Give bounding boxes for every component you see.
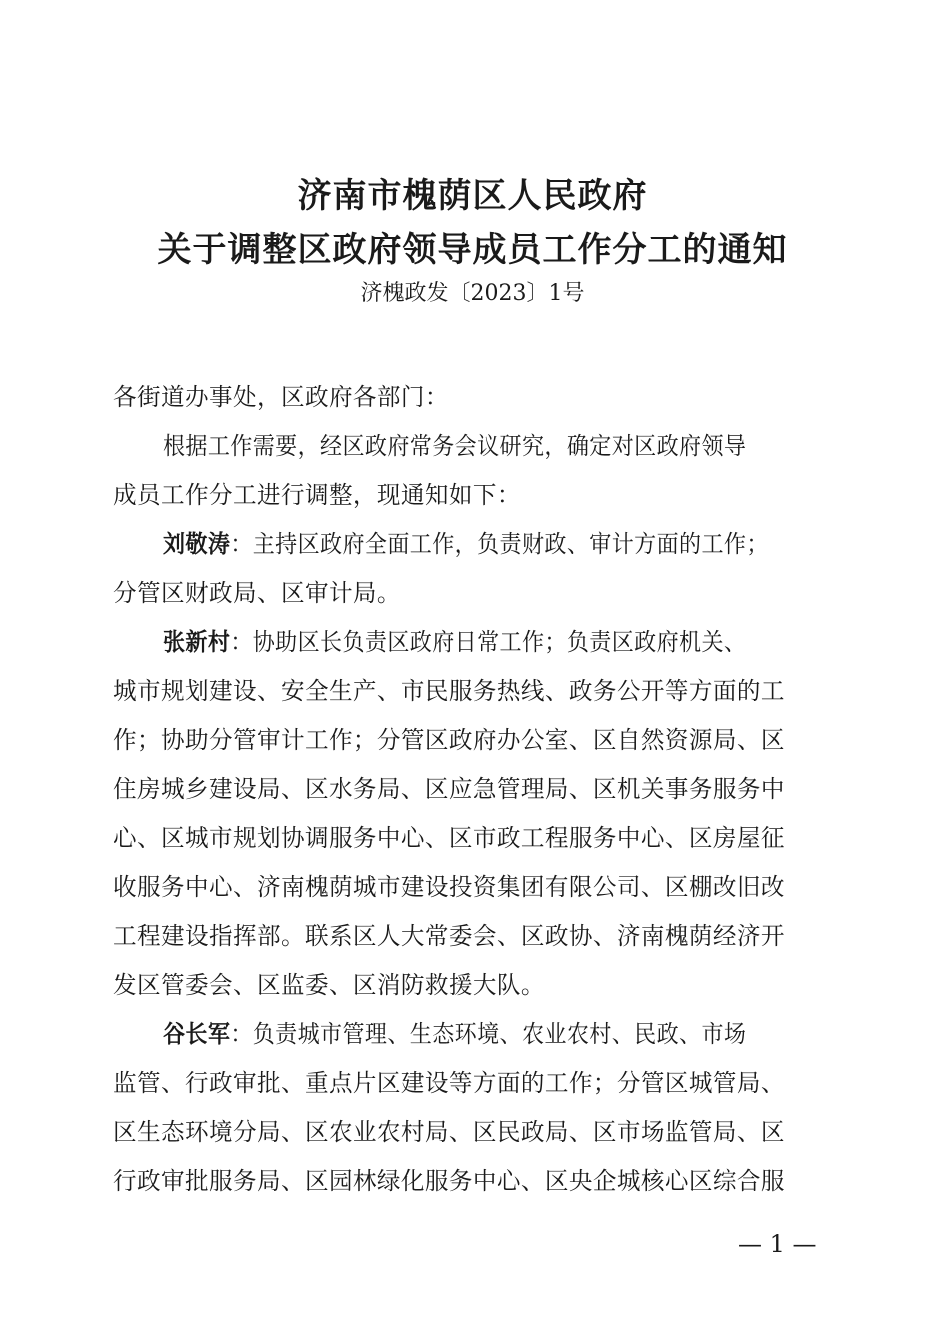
leader-paragraph-line: 工程建设指挥部。联系区人大常委会、区政协、济南槐荫经济开 bbox=[113, 922, 785, 950]
leader-name: 张新村 bbox=[163, 628, 231, 656]
leader-paragraph-line: 住房城乡建设局、区水务局、区应急管理局、区机关事务服务中 bbox=[113, 775, 785, 803]
leader-duties-text: ：协助区长负责区政府日常工作；负责区政府机关、 bbox=[230, 628, 747, 656]
leader-paragraph-line: 心、区城市规划协调服务中心、区市政工程服务中心、区房屋征 bbox=[113, 824, 785, 852]
leader-duties-text: ：负责城市管理、生态环境、农业农村、民政、市场 bbox=[230, 1020, 747, 1048]
leader-paragraph-line: 发区管委会、区监委、区消防救援大队。 bbox=[113, 971, 545, 999]
leader-paragraph-line bbox=[163, 1015, 840, 1049]
page-number: — 1 — bbox=[738, 1230, 817, 1258]
leader-paragraph-line: 监管、行政审批、重点片区建设等方面的工作；分管区城管局、 bbox=[113, 1069, 785, 1097]
document-title-line-2: 关于调整区政府领导成员工作分工的通知 bbox=[157, 230, 788, 270]
leader-duties-text: ：主持区政府全面工作，负责财政、审计方面的工作； bbox=[230, 530, 769, 558]
leader-name: 谷长军 bbox=[163, 1020, 231, 1048]
leader-paragraph-line bbox=[163, 623, 840, 657]
intro-paragraph-line-2: 成员工作分工进行调整，现通知如下： bbox=[113, 481, 521, 509]
intro-paragraph-line-1: 根据工作需要，经区政府常务会议研究，确定对区政府领导 bbox=[163, 432, 747, 460]
leader-paragraph-line: 作；协助分管审计工作；分管区政府办公室、区自然资源局、区 bbox=[113, 726, 785, 754]
leader-name: 刘敬涛 bbox=[163, 530, 231, 558]
leader-paragraph-line: 区生态环境分局、区农业农村局、区民政局、区市场监管局、区 bbox=[113, 1118, 785, 1146]
leader-paragraph-line: 城市规划建设、安全生产、市民服务热线、政务公开等方面的工 bbox=[113, 677, 785, 705]
leader-paragraph-line: 分管区财政局、区审计局。 bbox=[113, 579, 401, 607]
salutation: 各街道办事处，区政府各部门： bbox=[113, 383, 449, 411]
document-number: 济槐政发〔2023〕1号 bbox=[360, 281, 585, 306]
leader-paragraph-line: 行政审批服务局、区园林绿化服务中心、区央企城核心区综合服 bbox=[113, 1167, 785, 1195]
document-title-line-1: 济南市槐荫区人民政府 bbox=[297, 176, 648, 216]
leader-paragraph-line bbox=[163, 525, 840, 559]
leader-paragraph-line: 收服务中心、济南槐荫城市建设投资集团有限公司、区棚改旧改 bbox=[113, 873, 785, 901]
